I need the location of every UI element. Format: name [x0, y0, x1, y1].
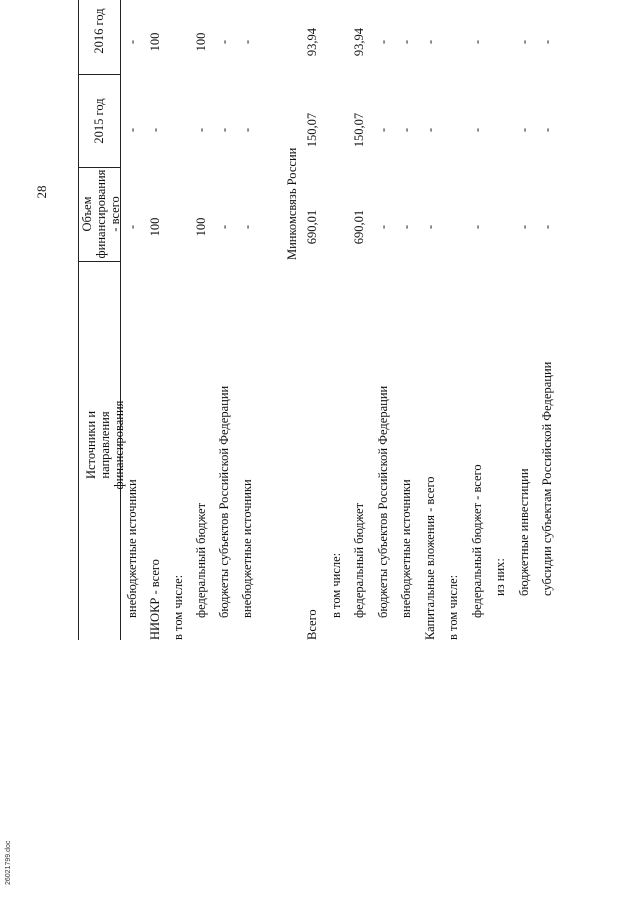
row-label: из них: [493, 558, 507, 596]
header-total: Объем финансирования - всего [80, 169, 122, 259]
row-value: - [517, 39, 531, 45]
row-value: 690,01 [352, 209, 366, 245]
row-label: внебюджетные источники [240, 479, 254, 618]
row-value: 93,94 [305, 27, 319, 57]
row-value: - [540, 39, 554, 45]
row-value: - [194, 127, 208, 133]
table-header-rule [120, 0, 121, 640]
row-value: - [240, 224, 254, 230]
row-value: - [125, 224, 139, 230]
row-value: 100 [148, 32, 162, 52]
row-value: 93,94 [352, 27, 366, 57]
row-label: в том числе: [329, 552, 343, 618]
row-label: внебюджетные источники [125, 479, 139, 618]
col-divider-1 [78, 261, 120, 262]
row-value: 100 [148, 217, 162, 237]
row-label: федеральный бюджет [352, 502, 366, 618]
row-label: Капитальные вложения - всего [423, 476, 437, 640]
row-value: - [517, 127, 531, 133]
header-sources: Источники и направления финансирования [84, 400, 126, 490]
row-value: - [470, 224, 484, 230]
row-label: федеральный бюджет - всего [470, 464, 484, 618]
row-label: бюджетные инвестиции [517, 468, 531, 596]
row-value: - [423, 224, 437, 230]
row-value: 100 [194, 217, 208, 237]
row-label: НИОКР - всего [148, 559, 162, 640]
row-value: - [376, 224, 390, 230]
row-label: в том числе: [171, 574, 185, 640]
footer-filename: 26021799.doc [5, 840, 12, 885]
row-label: в том числе: [446, 574, 460, 640]
table-top-rule [78, 0, 79, 640]
row-value: - [217, 39, 231, 45]
header-2015: 2015 год [92, 98, 106, 144]
row-value: - [376, 39, 390, 45]
row-value: - [399, 127, 413, 133]
section-title: Минкомсвязь России [285, 147, 299, 260]
row-value: - [125, 127, 139, 133]
page-number: 28 [34, 185, 49, 199]
row-value: 690,01 [305, 209, 319, 245]
row-value: - [423, 127, 437, 133]
row-value: - [399, 39, 413, 45]
row-value: - [217, 127, 231, 133]
row-value: - [517, 224, 531, 230]
row-label: Всего [305, 609, 319, 640]
row-value: - [217, 224, 231, 230]
row-label: бюджеты субъектов Российской Федерации [217, 385, 231, 618]
row-value: - [376, 127, 390, 133]
row-value: - [148, 127, 162, 133]
row-value: - [540, 224, 554, 230]
row-value: - [470, 127, 484, 133]
row-value: - [240, 127, 254, 133]
row-label: субсидии субъектам Российской Федерации [540, 361, 554, 596]
row-label: бюджеты субъектов Российской Федерации [376, 385, 390, 618]
row-value: - [399, 224, 413, 230]
row-value: 150,07 [352, 112, 366, 148]
rotated-table-area [30, 0, 630, 640]
row-label: федеральный бюджет [194, 502, 208, 618]
row-value: 150,07 [305, 112, 319, 148]
row-value: - [470, 39, 484, 45]
row-label: внебюджетные источники [399, 479, 413, 618]
row-value: - [125, 39, 139, 45]
row-value: - [423, 39, 437, 45]
row-value: - [240, 39, 254, 45]
row-value: 100 [194, 32, 208, 52]
col-divider-3 [78, 74, 120, 75]
row-value: - [540, 127, 554, 133]
header-2016: 2016 год [92, 8, 106, 54]
